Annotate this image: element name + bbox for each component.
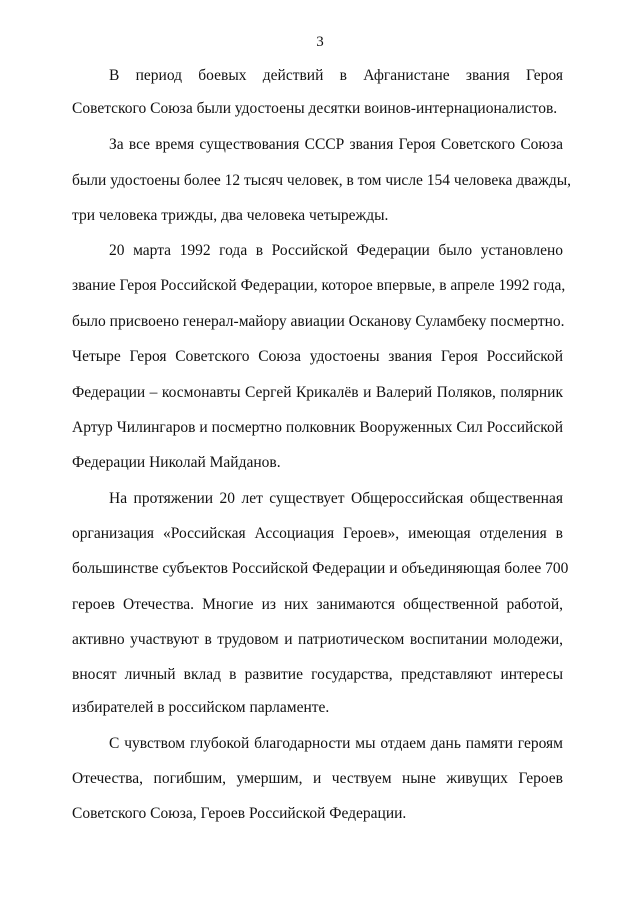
paragraph-1-line-2: Советского Союза были удостоены десятки воинов-интернационалистов. <box>72 100 558 117</box>
paragraph-2-line-1: За все время существования СССР звания Героя Советского Союза <box>109 136 563 153</box>
paragraph-3-line-3: было присвоено генерал-майору авиации Осканову Суламбеку посмертно. <box>72 313 565 330</box>
page-number: 3 <box>316 34 324 50</box>
paragraph-2-line-2: были удостоены более 12 тысяч человек, в том числе 154 человека дважды, <box>72 172 572 189</box>
paragraph-1-line-1: В период боевых действий в Афганистане звания Героя <box>109 67 563 84</box>
paragraph-4-line-3: большинстве субъектов Российской Федерации и объединяющая более 700 <box>72 560 569 577</box>
paragraph-2-line-3: три человека трижды, два человека четырежды. <box>72 207 389 224</box>
paragraph-4-line-5: активно участвуют в трудовом и патриотическом воспитании молодежи, <box>72 631 563 648</box>
paragraph-5-line-3: Советского Союза, Героев Российской Федерации. <box>72 805 407 822</box>
paragraph-3-line-4: Четыре Героя Советского Союза удостоены звания Героя Российской <box>72 348 563 365</box>
paragraph-3-line-6: Артур Чилингаров и посмертно полковник Вооруженных Сил Российской <box>72 419 563 436</box>
paragraph-4-line-7: избирателей в российском парламенте. <box>72 699 330 716</box>
paragraph-4-line-4: героев Отечества. Многие из них занимаются общественной работой, <box>72 596 563 613</box>
paragraph-3-line-7: Федерации Николай Майданов. <box>72 454 281 471</box>
paragraph-4-line-2: организация «Российская Ассоциация Героев», имеющая отделения в <box>72 525 563 542</box>
paragraph-4-line-1: На протяжении 20 лет существует Общероссийская общественная <box>109 490 563 507</box>
paragraph-4-line-6: вносят личный вклад в развитие государства, представляют интересы <box>72 666 563 683</box>
paragraph-3-line-5: Федерации – космонавты Сергей Крикалёв и Валерий Поляков, полярник <box>72 384 563 401</box>
paragraph-5-line-1: С чувством глубокой благодарности мы отдаем дань памяти героям <box>109 735 563 752</box>
paragraph-5-line-2: Отечества, погибшим, умершим, и чествуем ныне живущих Героев <box>72 770 563 787</box>
paragraph-3-line-2: звание Героя Российской Федерации, которое впервые, в апреле 1992 года, <box>72 277 566 294</box>
paragraph-3-line-1: 20 марта 1992 года в Российской Федерации было установлено <box>109 242 563 259</box>
